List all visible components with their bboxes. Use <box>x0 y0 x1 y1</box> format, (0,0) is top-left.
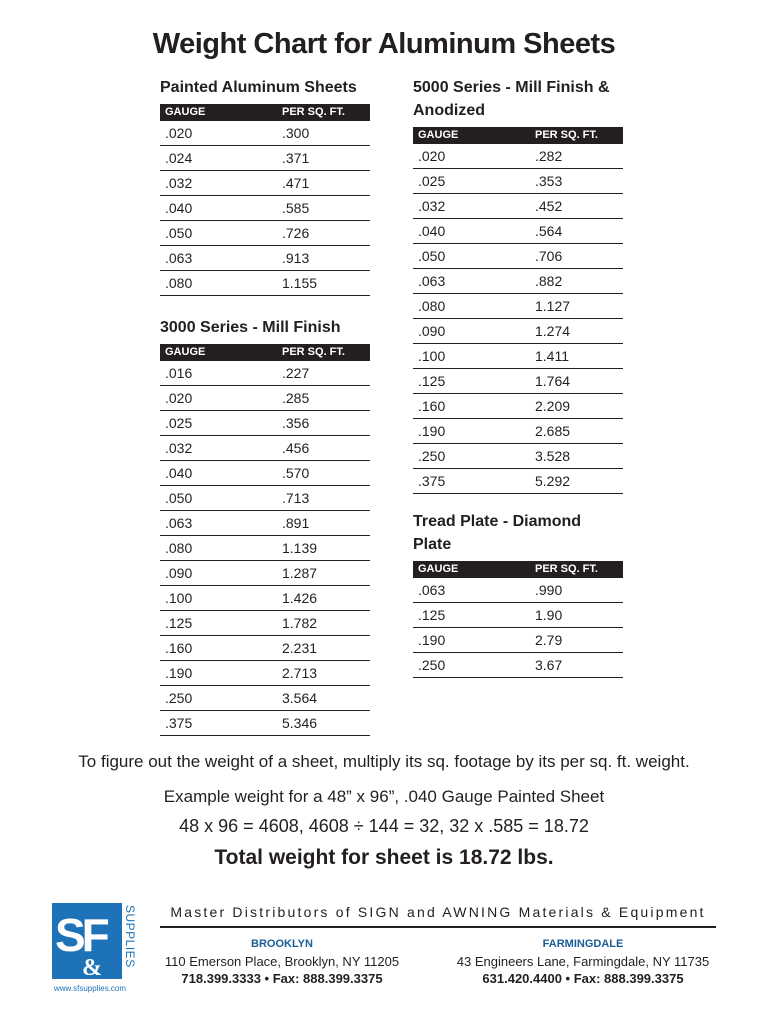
weight-cell: .227 <box>277 361 370 386</box>
gauge-cell: .063 <box>413 578 530 603</box>
weight-cell: .285 <box>277 386 370 411</box>
brooklyn-location <box>142 936 422 987</box>
svg-text:SUPPLIES: SUPPLIES <box>123 905 137 968</box>
gauge-cell: .032 <box>413 194 530 219</box>
table-row <box>160 196 370 221</box>
series5000-table <box>413 127 623 494</box>
table-row <box>160 221 370 246</box>
weight-cell: .913 <box>277 246 370 271</box>
series5000-section <box>413 76 623 494</box>
example-text: Example weight for a 48” x 96”, .040 Gauge Painted Sheet <box>163 787 605 806</box>
table-row <box>413 653 623 678</box>
weight-cell: 1.782 <box>277 611 370 636</box>
weight-cell: 3.67 <box>530 653 623 678</box>
svg-text:SF: SF <box>55 909 106 961</box>
weight-cell: 1.287 <box>277 561 370 586</box>
table-row <box>413 269 623 294</box>
gauge-cell: .160 <box>160 636 277 661</box>
table-row <box>160 536 370 561</box>
gauge-header: GAUGE <box>413 127 530 144</box>
table-row <box>160 171 370 196</box>
tread-section <box>413 510 623 678</box>
gauge-cell: .032 <box>160 436 277 461</box>
tread-section-title: Tread Plate - Diamond Plate <box>413 513 582 553</box>
gauge-cell: .063 <box>160 246 277 271</box>
table-row <box>160 611 370 636</box>
gauge-cell: .080 <box>160 271 277 296</box>
painted-section-title: Painted Aluminum Sheets <box>160 79 357 96</box>
gauge-cell: .250 <box>160 686 277 711</box>
weight-cell: .585 <box>277 196 370 221</box>
table-row <box>413 319 623 344</box>
table-row <box>413 444 623 469</box>
table-row <box>413 419 623 444</box>
series5000-section-title-line1: 5000 Series - Mill Finish & <box>413 79 610 96</box>
gauge-cell: .040 <box>160 196 277 221</box>
gauge-cell: .025 <box>160 411 277 436</box>
table-row <box>160 511 370 536</box>
weight-cell: 1.764 <box>530 369 623 394</box>
instructions-text: To figure out the weight of a sheet, multiply its sq. footage by its per sq. ft. weight. <box>78 752 690 771</box>
table-row <box>160 486 370 511</box>
footer-divider <box>160 926 716 928</box>
gauge-cell: .032 <box>160 171 277 196</box>
weight-cell: 1.411 <box>530 344 623 369</box>
weight-cell: 5.292 <box>530 469 623 494</box>
weight-cell: .456 <box>277 436 370 461</box>
weight-cell: 2.685 <box>530 419 623 444</box>
weight-cell: 2.209 <box>530 394 623 419</box>
website-text: www.sfsupplies.com <box>54 984 127 993</box>
weight-cell: .356 <box>277 411 370 436</box>
sf-supplies-logo <box>52 903 144 995</box>
weight-cell: 5.346 <box>277 711 370 736</box>
table-row <box>160 711 370 736</box>
gauge-cell: .050 <box>160 221 277 246</box>
tread-table <box>413 561 623 678</box>
table-row <box>413 369 623 394</box>
farmingdale-phone: 631.420.4400 • Fax: 888.399.3375 <box>482 971 684 986</box>
farmingdale-city: FARMINGDALE <box>542 938 624 950</box>
table-row <box>160 361 370 386</box>
tagline: Master Distributors of SIGN and AWNING Materials & Equipment <box>170 904 706 920</box>
weight-cell: .706 <box>530 244 623 269</box>
weight-cell: .564 <box>530 219 623 244</box>
weight-cell: 1.139 <box>277 536 370 561</box>
table-row <box>413 469 623 494</box>
weight-cell: 1.155 <box>277 271 370 296</box>
gauge-cell: .100 <box>160 586 277 611</box>
table-row <box>413 394 623 419</box>
weight-cell: 2.79 <box>530 628 623 653</box>
table-row <box>413 344 623 369</box>
painted-section <box>160 76 370 296</box>
table-row <box>160 386 370 411</box>
gauge-cell: .125 <box>160 611 277 636</box>
weight-cell: 2.231 <box>277 636 370 661</box>
series5000-section-title-line2: Anodized <box>413 102 485 119</box>
svg-text:&: & <box>82 955 102 981</box>
weight-cell: 3.528 <box>530 444 623 469</box>
gauge-cell: .025 <box>413 169 530 194</box>
brooklyn-address: 110 Emerson Place, Brooklyn, NY 11205 <box>164 954 400 969</box>
weight-cell: 1.274 <box>530 319 623 344</box>
gauge-cell: .016 <box>160 361 277 386</box>
table-row <box>160 461 370 486</box>
weight-cell: 1.426 <box>277 586 370 611</box>
table-row <box>160 561 370 586</box>
table-row <box>413 294 623 319</box>
gauge-cell: .050 <box>160 486 277 511</box>
gauge-cell: .250 <box>413 444 530 469</box>
table-row <box>413 578 623 603</box>
farmingdale-address: 43 Engineers Lane, Farmingdale, NY 11735 <box>456 954 710 969</box>
table-row <box>160 586 370 611</box>
series3000-section-title: 3000 Series - Mill Finish <box>160 319 341 336</box>
gauge-cell: .125 <box>413 369 530 394</box>
gauge-cell: .190 <box>413 628 530 653</box>
gauge-cell: .020 <box>160 121 277 146</box>
series3000-table <box>160 344 370 736</box>
gauge-header: GAUGE <box>160 344 277 361</box>
table-row <box>160 271 370 296</box>
farmingdale-location <box>443 936 723 987</box>
table-row <box>160 661 370 686</box>
weight-cell: .990 <box>530 578 623 603</box>
table-row <box>413 244 623 269</box>
gauge-cell: .190 <box>413 419 530 444</box>
gauge-cell: .190 <box>160 661 277 686</box>
table-row <box>413 603 623 628</box>
gauge-cell: .090 <box>160 561 277 586</box>
gauge-cell: .020 <box>160 386 277 411</box>
weight-cell: .300 <box>277 121 370 146</box>
gauge-cell: .250 <box>413 653 530 678</box>
per-sq-ft-header: PER SQ. FT. <box>277 344 370 361</box>
table-row <box>160 246 370 271</box>
table-row <box>413 144 623 169</box>
gauge-cell: .063 <box>413 269 530 294</box>
weight-cell: .713 <box>277 486 370 511</box>
painted-table <box>160 104 370 296</box>
weight-cell: .882 <box>530 269 623 294</box>
gauge-cell: .024 <box>160 146 277 171</box>
page-title: Weight Chart for Aluminum Sheets <box>152 28 616 60</box>
gauge-cell: .375 <box>413 469 530 494</box>
table-row <box>160 121 370 146</box>
gauge-header: GAUGE <box>413 561 530 578</box>
per-sq-ft-header: PER SQ. FT. <box>530 561 623 578</box>
series3000-section <box>160 316 370 736</box>
weight-cell: 1.127 <box>530 294 623 319</box>
weight-cell: .570 <box>277 461 370 486</box>
per-sq-ft-header: PER SQ. FT. <box>530 127 623 144</box>
gauge-cell: .100 <box>413 344 530 369</box>
gauge-cell: .125 <box>413 603 530 628</box>
table-row <box>413 628 623 653</box>
brooklyn-city: BROOKLYN <box>251 938 313 950</box>
weight-cell: .726 <box>277 221 370 246</box>
per-sq-ft-header: PER SQ. FT. <box>277 104 370 121</box>
gauge-header: GAUGE <box>160 104 277 121</box>
weight-cell: 3.564 <box>277 686 370 711</box>
table-row <box>160 411 370 436</box>
table-row <box>160 436 370 461</box>
weight-cell: .353 <box>530 169 623 194</box>
gauge-cell: .080 <box>413 294 530 319</box>
gauge-cell: .040 <box>413 219 530 244</box>
gauge-cell: .375 <box>160 711 277 736</box>
table-row <box>413 169 623 194</box>
weight-cell: 2.713 <box>277 661 370 686</box>
gauge-cell: .050 <box>413 244 530 269</box>
weight-cell: .891 <box>277 511 370 536</box>
gauge-cell: .040 <box>160 461 277 486</box>
table-row <box>413 219 623 244</box>
table-row <box>160 686 370 711</box>
equation-text: 48 x 96 = 4608, 4608 ÷ 144 = 32, 32 x .585 = 18.72 <box>179 816 589 836</box>
gauge-cell: .020 <box>413 144 530 169</box>
weight-cell: .371 <box>277 146 370 171</box>
weight-cell: .452 <box>530 194 623 219</box>
weight-cell: .282 <box>530 144 623 169</box>
weight-cell: .471 <box>277 171 370 196</box>
gauge-cell: .080 <box>160 536 277 561</box>
table-row <box>160 636 370 661</box>
gauge-cell: .063 <box>160 511 277 536</box>
gauge-cell: .090 <box>413 319 530 344</box>
table-row <box>413 194 623 219</box>
gauge-cell: .160 <box>413 394 530 419</box>
brooklyn-phone: 718.399.3333 • Fax: 888.399.3375 <box>181 971 383 986</box>
weight-cell: 1.90 <box>530 603 623 628</box>
total-weight-text: Total weight for sheet is 18.72 lbs. <box>214 846 554 869</box>
table-row <box>160 146 370 171</box>
